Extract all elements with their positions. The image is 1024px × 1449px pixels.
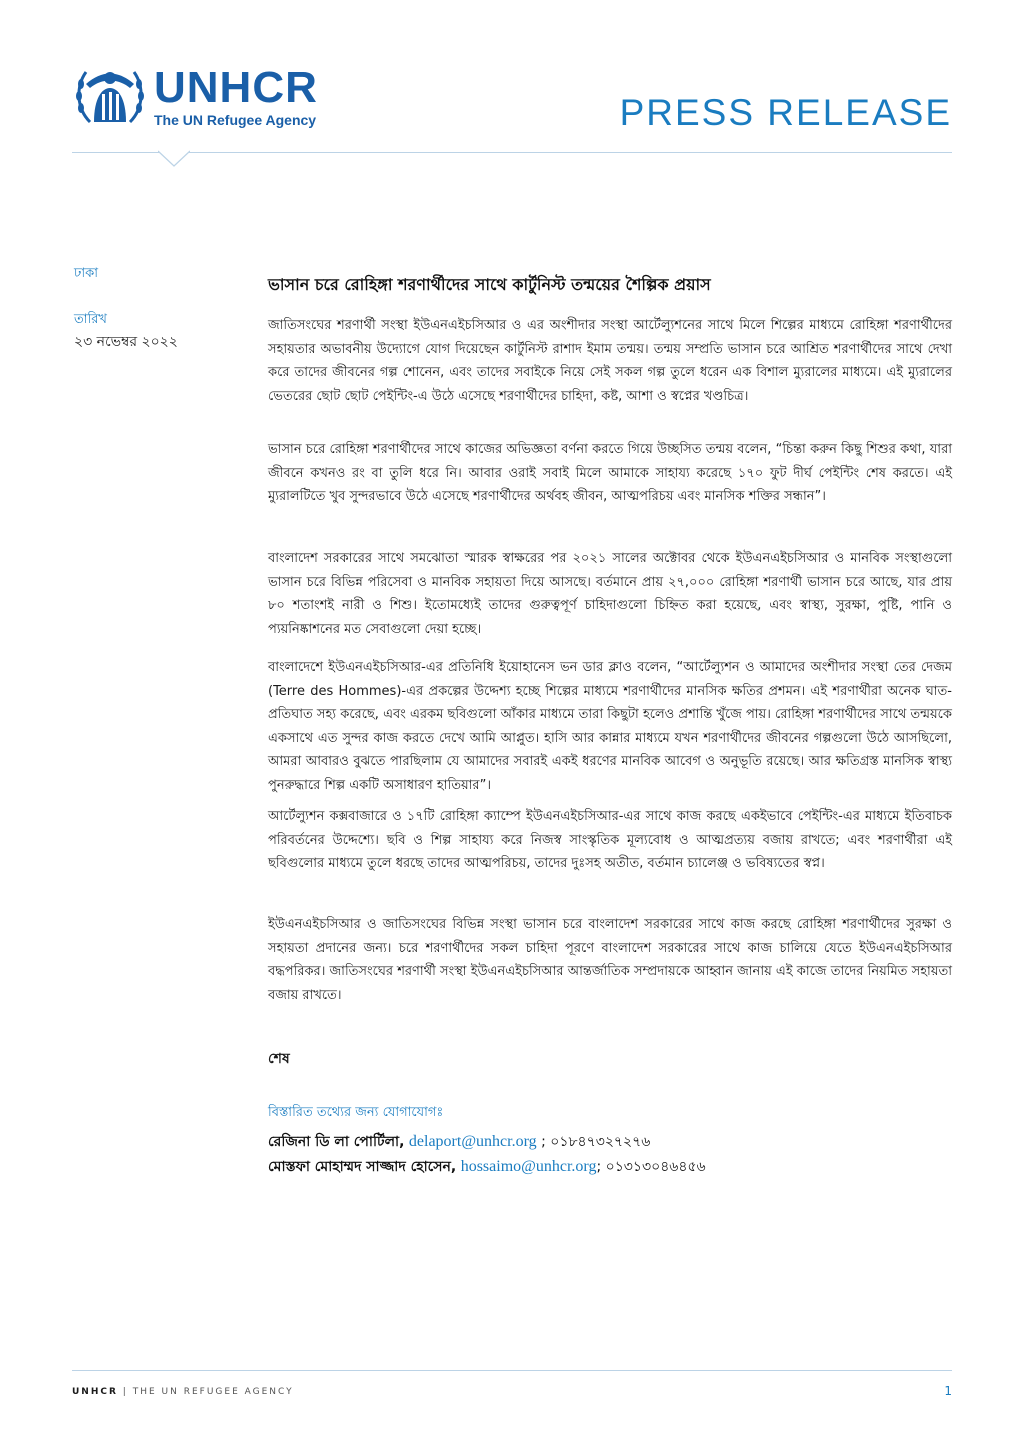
logo-name: UNHCR [154, 63, 318, 112]
contact-email-link[interactable]: delaport@unhcr.org [408, 1133, 537, 1150]
paragraph-5: আর্টেল্যুশন কক্সবাজারে ও ১৭টি রোহিঙ্গা ক্যাম্পে ইউএনএইচসিআর-এর সাথে কাজ করছে একইভাবে পেইন্টিং-এর মাধ্যমে ইতিবাচক পরিবর্তনের উদ্দেশ্যে। ছবি ও শিল্প সাহায্য করে নিজস্ব সাংস্কৃতিক মূল্যবোধ ও আত্মপ্রত্যয় বজায় রাখতে; এবং শরণার্থীরা এই ছবিগুলোর মাধ্যমে তুলে ধরছে তাদের আত্মপরিচয়, তাদের দুঃসহ অতীত, বর্তমান চ্যালেঞ্জ ও ভবিষ্যতের স্বপ্ন। [268, 809, 952, 871]
location-label: ঢাকা [74, 266, 98, 281]
contact-phone: ; ০১৮৪৭৩২৭২৭৬ [536, 1134, 651, 1150]
header-notch-icon [158, 150, 190, 168]
unhcr-logo [72, 64, 318, 130]
contact-row [268, 1130, 650, 1154]
date-label: তারিখ [74, 312, 107, 327]
footer-divider [72, 1370, 952, 1371]
end-marker: শেষ [268, 1051, 290, 1067]
logo-tagline: The UN Refugee Agency [154, 112, 317, 128]
contact-name: রেজিনা ডি লা পোর্টিলা, [268, 1134, 405, 1150]
header-divider [72, 152, 952, 153]
footer-separator: | [122, 1387, 128, 1397]
paragraph-3: বাংলাদেশ সরকারের সাথে সমঝোতা স্মারক স্বাক্ষরের পর ২০২১ সালের অক্টোবর থেকে ইউএনএইচসিআর ও মানবিক সংস্থাগুলো ভাসান চরে বিভিন্ন পরিসেবা ও মানবিক সহায়তা দিয়ে আসছে। বর্তমানে প্রায় ২৭,০০০ রোহিঙ্গা শরণার্থী ভাসান চরে আছে, যার প্রায় ৮০ শতাংশই নারী ও শিশু। ইতোমধ্যেই তাদের গুরুত্বপূর্ণ চাহিদাগুলো চিহ্নিত করা হয়েছে, এবং স্বাস্থ্য, সুরক্ষা, পুষ্টি, পানি ও প্যয়নিষ্কাশনের মত সেবাগুলো দেয়া হচ্ছে। [268, 551, 952, 637]
unhcr-emblem-icon [72, 64, 148, 130]
contact-row [268, 1155, 706, 1179]
release-date: ২৩ নভেম্বর ২০২২ [74, 334, 178, 350]
logo-text [154, 63, 318, 128]
paragraph-6: ইউএনএইচসিআর ও জাতিসংঘের বিভিন্ন সংস্থা ভাসান চরে বাংলাদেশ সরকারের সাথে কাজ করছে রোহিঙ্গা শরণার্থীদের সুরক্ষা ও সহায়তা প্রদানের জন্য। চরে শরণার্থীদের সকল চাহিদা পূরণে বাংলাদেশ সরকারের সাথে কাজ চালিয়ে যেতে ইউএনএইচসিআর বদ্ধপরিকর। জাতিসংঘের শরণার্থী সংস্থা ইউএনএইচসিআর আন্তর্জাতিক সম্প্রদায়কে আহ্বান জানায় এই কাজে তাদের নিয়মিত সহায়তা বজায় রাখতে। [268, 917, 952, 1003]
footer-organization [72, 1387, 294, 1397]
paragraph-2: ভাসান চরে রোহিঙ্গা শরণার্থীদের সাথে কাজের অভিজ্ঞতা বর্ণনা করতে গিয়ে উচ্ছসিত তন্ময় বলেন, “চিন্তা করুন কিছু শিশুর কথা, যারা জীবনে কখনও রং বা তুলি ধরে নি। আবার ওরাই সবাই মিলে আমাকে সাহায্য করেছে ১৭০ ফুট দীর্ঘ পেইন্টিং শেষ করতে। এই ম্যুরালটিতে খুব সুন্দরভাবে উঠে এসেছে শরণার্থীদের অর্থবহ জীবন, আত্মপরিচয় এবং মানসিক শক্তির সন্ধান”। [268, 442, 952, 504]
contact-phone: ; ০১৩১৩০৪৬৪৫৬ [596, 1159, 706, 1175]
page-number: 1 [944, 1384, 952, 1398]
footer-org: UNHCR [72, 1387, 118, 1397]
article-title: ভাসান চরে রোহিঙ্গা শরণার্থীদের সাথে কার্টুনিস্ট তন্ময়ের শৈল্পিক প্রয়াস [268, 275, 711, 294]
contact-name: মোস্তফা মোহাম্মদ সাজ্জাদ হোসেন, [268, 1159, 457, 1175]
contact-heading: বিস্তারিত তথ্যের জন্য যোগাযোগঃ [268, 1105, 444, 1120]
paragraph-1: জাতিসংঘের শরণার্থী সংস্থা ইউএনএইচসিআর ও এর অংশীদার সংস্থা আর্টেল্যুশনের সাথে মিলে শিল্পের মাধ্যমে রোহিঙ্গা শরণার্থীদের সহায়তার অভাবনীয় উদ্যোগে যোগ দিয়েছেন কার্টুনিস্ট রাশাদ ইমাম তন্ময়। তন্ময় সম্প্রতি ভাসান চরে আশ্রিত শরণার্থীদের সাথে দেখা করে তাদের জীবনের গল্প শোনেন, এবং তাদের সবাইকে নিয়ে সেই সকল গল্প তুলে ধরেন এক বিশাল ম্যুরালের মাধ্যমে। এই ম্যুরালের ভেতরের ছোট ছোট পেইন্টিং-এ উঠে এসেছে শরণার্থীদের চাহিদা, কষ্ট, আশা ও স্বপ্নের খণ্ডচিত্র। [268, 318, 952, 404]
paragraph-4: বাংলাদেশে ইউএনএইচসিআর-এর প্রতিনিধি ইয়োহানেস ভন ডার ক্লাও বলেন, “আর্টেল্যুশন ও আমাদের অংশীদার সংস্থা তের দেজম (Terre des Hommes)-এর প্রকল্পের উদ্দেশ্য হচ্ছে শিল্পের মাধ্যমে শরণার্থীদের মানসিক ক্ষতির প্রশমন। এই শরণার্থীরা অনেক ঘাত-প্রতিঘাত সহ্য করেছে, এবং এরকম ছবিগুলো আঁকার মাধ্যমে তারা কিছুটা হলেও প্রশান্তি খুঁজে পায়। রোহিঙ্গা শরণার্থীদের সাথে তন্ময়কে একসাথে এত সুন্দর কাজ করতে দেখে আমি আপ্লুত। হাসি আর কান্নার মাধ্যমে যখন শরণার্থীদের জীবনের গল্পগুলো উঠে আসছিলো, আমরা আবারও বুঝতে পারছিলাম যে আমাদের সবারই একই ধরণের মানবিক আবেগ ও অনুভূতি রয়েছে। আর ক্ষতিগ্রস্ত মানসিক স্বাস্থ্য পুনরুদ্ধারে শিল্প একটি অসাধারণ হাতিয়ার”। [268, 660, 952, 793]
footer-agency: THE UN REFUGEE AGENCY [132, 1387, 294, 1397]
press-release-heading: PRESS RELEASE [619, 92, 952, 133]
contact-email-link[interactable]: hossaimo@unhcr.org [460, 1158, 597, 1175]
